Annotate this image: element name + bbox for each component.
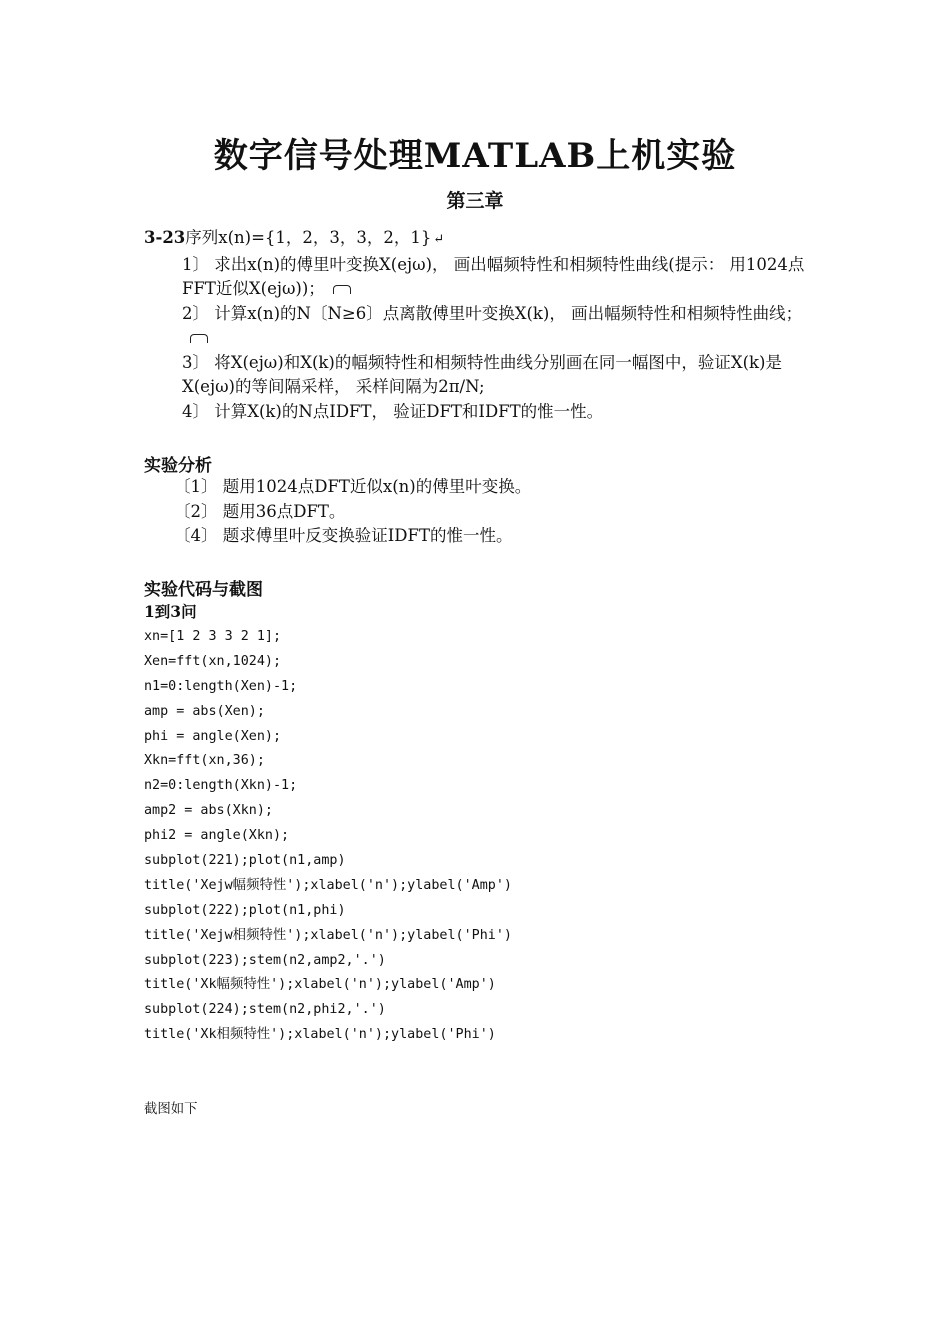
code-line: subplot(223);stem(n2,amp2,'.') xyxy=(144,952,386,968)
document-title: 数字信号处理MATLAB上机实验 xyxy=(213,136,737,176)
problem-item-4 xyxy=(144,400,809,425)
return-mark-icon: ↵ xyxy=(433,232,445,247)
code-line: Xen=fft(xn,1024); xyxy=(144,653,282,669)
paragraph-mark-icon xyxy=(333,285,351,294)
code-line: subplot(222);plot(n1,phi) xyxy=(144,902,346,918)
paragraph-mark-icon xyxy=(190,334,208,343)
code-line: phi = angle(Xen); xyxy=(144,728,282,744)
code-section-heading: 实验代码与截图 xyxy=(144,580,263,600)
analysis-item: 〔4〕 题求傅里叶反变换验证IDFT的惟一性。 xyxy=(174,526,513,545)
chapter-heading: 第三章 xyxy=(446,190,504,212)
problem-statement-text: 序列x(n)={1，2，3，3，2，1} xyxy=(185,228,432,247)
analysis-item: 〔1〕 题用1024点DFT近似x(n)的傅里叶变换。 xyxy=(174,477,532,496)
code-line: title('Xk相频特性');xlabel('n');ylabel('Phi') xyxy=(144,1027,496,1043)
screenshot-caption: 截图如下 xyxy=(144,1102,198,1117)
problem-statement xyxy=(144,226,809,253)
problem-item-3-text: 3〕 将X(ejω)和X(k)的幅频特性和相频特性曲线分别画在同一幅图中，验证X(k)是X(ejω)的等间隔采样， 采样间隔为2π/N; xyxy=(182,352,782,396)
analysis-heading: 实验分析 xyxy=(144,456,212,476)
code-line: n2=0:length(Xkn)-1; xyxy=(144,778,298,794)
code-line: title('Xejw幅频特性');xlabel('n');ylabel('Amp') xyxy=(144,877,512,893)
code-subheading: 1到3问 xyxy=(144,602,197,621)
analysis-item: 〔2〕 题用36点DFT。 xyxy=(174,501,346,521)
problem-item-3 xyxy=(144,351,809,400)
problem-item-1-text: 1〕 求出x(n)的傅里叶变换X(ejω)， 画出幅频特性和相频特性曲线(提示： 用1024点FFT近似X(ejω))； xyxy=(182,254,805,298)
problem-item-1 xyxy=(144,253,809,302)
code-line: n1=0:length(Xen)-1; xyxy=(144,678,298,694)
code-line: title('Xk幅频特性');xlabel('n');ylabel('Amp') xyxy=(144,977,496,993)
analysis-list xyxy=(144,475,809,549)
code-line: amp2 = abs(Xkn); xyxy=(144,803,273,819)
code-line: xn=[1 2 3 3 2 1]; xyxy=(144,629,282,644)
problem-block xyxy=(144,226,809,424)
problem-number: 3-23 xyxy=(144,228,186,247)
code-line: subplot(221);plot(n1,amp) xyxy=(144,853,346,869)
code-line: phi2 = angle(Xkn); xyxy=(144,828,290,844)
code-line: amp = abs(Xen); xyxy=(144,703,265,719)
code-block xyxy=(144,625,844,1048)
problem-item-2-text: 2〕 计算x(n)的N〔N≥6〕点离散傅里叶变换X(k)， 画出幅频特性和相频特性曲线； xyxy=(182,303,803,323)
code-line: subplot(224);stem(n2,phi2,'.') xyxy=(144,1002,386,1018)
code-line: Xkn=fft(xn,36); xyxy=(144,753,265,769)
code-line: title('Xejw相频特性');xlabel('n');ylabel('Phi') xyxy=(144,927,512,943)
problem-item-2 xyxy=(144,302,809,351)
problem-item-4-text: 4〕 计算X(k)的N点IDFT， 验证DFT和IDFT的惟一性。 xyxy=(182,401,604,421)
